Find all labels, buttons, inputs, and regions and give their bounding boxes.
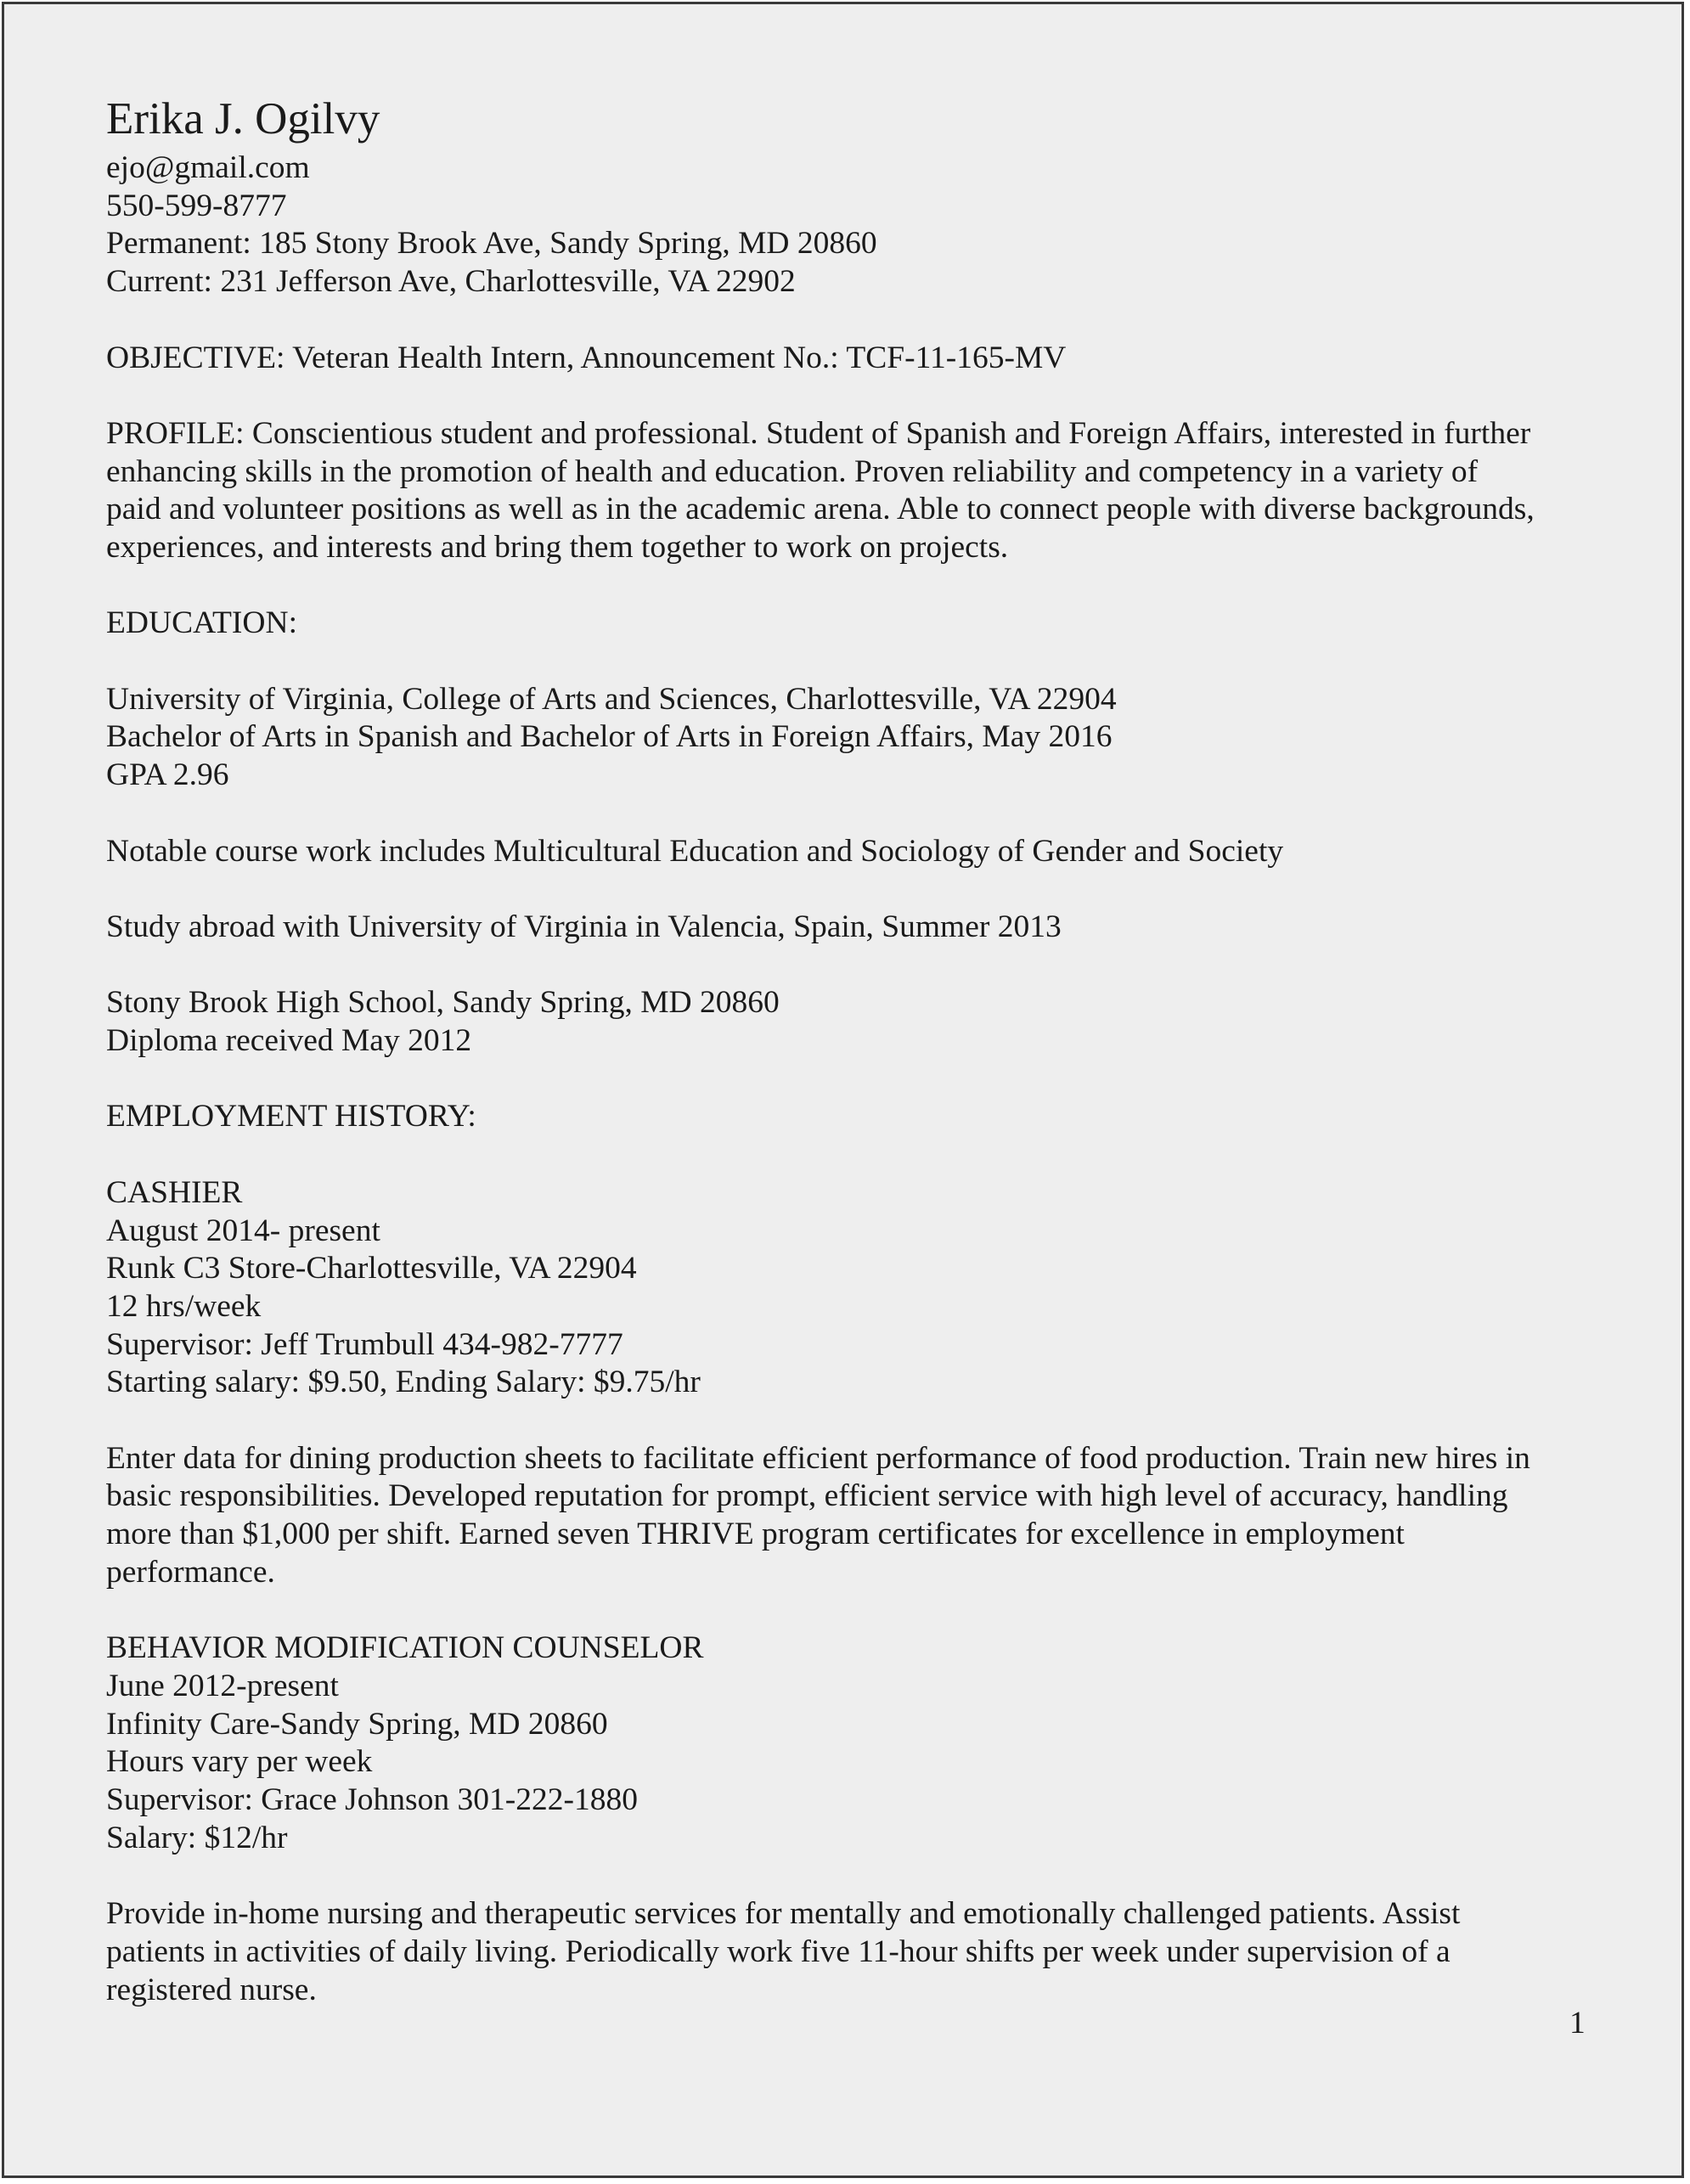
- profile-line: enhancing skills in the promotion of health and education. Proven reliability and competency in a variety of: [106, 453, 1479, 489]
- university: University of Virginia, College of Arts and Sciences, Charlottesville, VA 22904: [106, 681, 1117, 717]
- education-heading: EDUCATION:: [106, 605, 297, 641]
- job-supervisor: Supervisor: Grace Johnson 301-222-1880: [106, 1782, 638, 1818]
- job-title: CASHIER: [106, 1174, 243, 1210]
- profile-line: PROFILE: Conscientious student and professional. Student of Spanish and Foreign Affairs, interested in further: [106, 415, 1531, 451]
- profile-line: experiences, and interests and bring them together to work on projects.: [106, 530, 1009, 565]
- profile-line: paid and volunteer positions as well as in the academic arena. Able to connect people with diverse backgrounds,: [106, 492, 1535, 527]
- job-description-line: Enter data for dining production sheets to facilitate efficient performance of food production. Train new hires in: [106, 1440, 1530, 1476]
- spacer: [106, 870, 1601, 909]
- spacer: [106, 1857, 1601, 1895]
- job-supervisor: Supervisor: Jeff Trumbull 434-982-7777: [106, 1326, 623, 1362]
- job-description-line: Provide in-home nursing and therapeutic services for mentally and emotionally challenged patients. Assist: [106, 1896, 1461, 1932]
- job-description-line: basic responsibilities. Developed reputation for prompt, efficient service with high level of accuracy, handling: [106, 1478, 1508, 1514]
- objective: OBJECTIVE: Veteran Health Intern, Announcement No.: TCF-11-165-MV: [106, 340, 1067, 375]
- employment-heading: EMPLOYMENT HISTORY:: [106, 1099, 476, 1134]
- spacer: [106, 947, 1601, 985]
- job-employer: Infinity Care-Sandy Spring, MD 20860: [106, 1706, 608, 1742]
- job-hours: Hours vary per week: [106, 1744, 373, 1780]
- resume-content: [106, 93, 1601, 2009]
- spacer: [106, 567, 1601, 605]
- job-salary: Salary: $12/hr: [106, 1820, 288, 1855]
- job-dates: June 2012-present: [106, 1668, 339, 1703]
- job-title: BEHAVIOR MODIFICATION COUNSELOR: [106, 1630, 704, 1666]
- coursework: Notable course work includes Multicultural Education and Sociology of Gender and Society: [106, 833, 1284, 869]
- job-description-line: more than $1,000 per shift. Earned seven THRIVE program certificates for excellence in employment: [106, 1517, 1405, 1552]
- study-abroad: Study abroad with University of Virginia in Valencia, Spain, Summer 2013: [106, 909, 1062, 944]
- job-hours: 12 hrs/week: [106, 1288, 262, 1324]
- degree: Bachelor of Arts in Spanish and Bachelor of Arts in Foreign Affairs, May 2016: [106, 719, 1113, 755]
- job-description-line: performance.: [106, 1554, 275, 1590]
- gpa: GPA 2.96: [106, 757, 229, 793]
- spacer: [106, 643, 1601, 681]
- high-school: Stony Brook High School, Sandy Spring, MD 20860: [106, 985, 780, 1021]
- diploma: Diploma received May 2012: [106, 1023, 472, 1059]
- spacer: [106, 795, 1601, 833]
- job-employer: Runk C3 Store-Charlottesville, VA 22904: [106, 1251, 637, 1286]
- job-description-line: registered nurse.: [106, 1972, 317, 2007]
- email: ejo@gmail.com: [106, 150, 310, 185]
- job-description-line: patients in activities of daily living. Periodically work five 11-hour shifts per week under supervision of a: [106, 1934, 1451, 1969]
- spacer: [106, 377, 1601, 415]
- resume-page: [2, 2, 1684, 2178]
- candidate-name: Erika J. Ogilvy: [106, 94, 380, 144]
- spacer: [106, 301, 1601, 340]
- spacer: [106, 1402, 1601, 1440]
- job-dates: August 2014- present: [106, 1213, 380, 1248]
- spacer: [106, 1592, 1601, 1630]
- page-number: 1: [1569, 2006, 1586, 2040]
- job-salary: Starting salary: $9.50, Ending Salary: $9.75/hr: [106, 1365, 701, 1400]
- current-address: Current: 231 Jefferson Ave, Charlottesville, VA 22902: [106, 264, 796, 300]
- phone: 550-599-8777: [106, 188, 287, 223]
- spacer: [106, 1061, 1601, 1099]
- spacer: [106, 1136, 1601, 1174]
- permanent-address: Permanent: 185 Stony Brook Ave, Sandy Spring, MD 20860: [106, 226, 877, 262]
